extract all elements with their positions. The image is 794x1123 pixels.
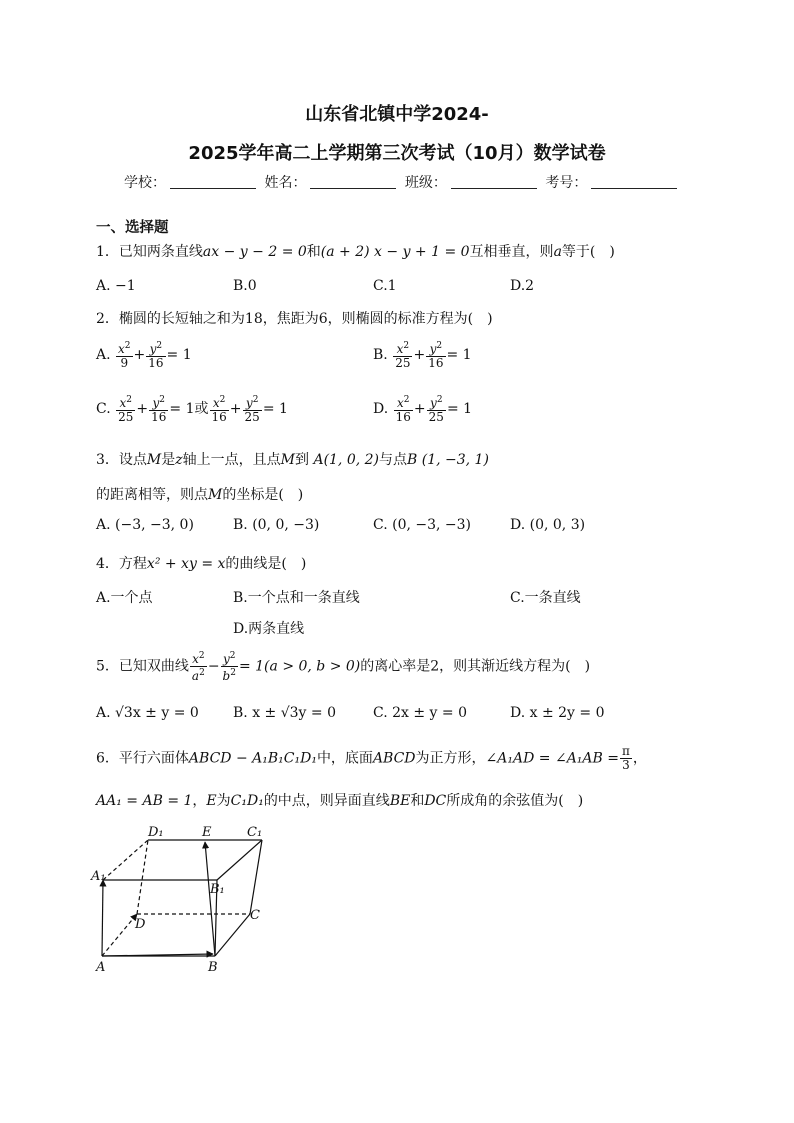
label-a1: A₁ <box>91 869 106 884</box>
q2-text: 椭圆的长短轴之和为18，焦距为6，则椭圆的标准方程为( ) <box>118 311 493 327</box>
q2-b-label: B. <box>373 347 388 363</box>
edge-ad <box>102 914 137 956</box>
question-6 <box>96 745 647 772</box>
q3-line2-text: 的距离相等，则点 <box>96 487 208 503</box>
q5-option-d[interactable]: D. x ± 2y = 0 <box>510 705 605 721</box>
fraction: $\frac{y^2}{16}$ <box>428 341 444 370</box>
fraction: $\frac{x^2}{16}$ <box>395 395 411 424</box>
question-6-line-2 <box>96 790 583 810</box>
q1-option-c[interactable]: C.1 <box>373 278 397 294</box>
q1-text-2: 互相垂直，则 <box>469 244 554 260</box>
question-4 <box>96 553 306 573</box>
q2-c-label: C. <box>96 401 111 417</box>
fraction: $\frac{x^2}{25}$ <box>395 341 411 370</box>
q2-option-b[interactable]: B. $\frac{x^2}{25}$ + $\frac{y^2}{16}$ = 1 <box>373 341 472 370</box>
q6-l2-text: ， <box>192 793 207 809</box>
q2-a-label: A. <box>96 347 111 363</box>
q2-c-eq1: = 1 <box>169 401 195 417</box>
q6-length: AA₁ = AB = 1 <box>96 793 193 809</box>
q3-option-b[interactable]: B. (0, 0, −3) <box>233 517 320 533</box>
fraction: $\frac{x^2}{25}$ <box>118 395 134 424</box>
q4-number: 4． <box>96 556 119 572</box>
question-5: 5．已知双曲线 $\frac{x^2}{a^2}$ − $\frac{y^2}{b^2}$ = 1(a > 0, b > 0)的离心率是2，则其渐近线方程为( ) <box>96 651 591 683</box>
q1-option-a[interactable]: A. −1 <box>96 278 136 294</box>
q2-option-d[interactable]: D. $\frac{x^2}{16}$ + $\frac{y^2}{25}$ = 1 <box>373 395 473 424</box>
q5-option-a[interactable]: A. √3x ± y = 0 <box>96 705 199 721</box>
q3-option-c[interactable]: C. (0, −3, −3) <box>373 517 472 533</box>
q4-option-b[interactable]: B.一个点和一条直线 <box>233 590 360 606</box>
title-line-2: 2025学年高二上学期第三次考试（10月）数学试卷 <box>188 143 606 164</box>
label-b1: B₁ <box>210 882 225 897</box>
fraction: $\frac{\pi}{3}$ <box>622 744 630 772</box>
q5-text-2: 的离心率是2，则其渐近线方程为( ) <box>360 658 591 675</box>
edge-dd1 <box>137 840 148 914</box>
segment-be <box>205 842 215 956</box>
section-heading: 一、选择题 <box>96 220 169 236</box>
q6-text-2: 中，底面 <box>316 750 373 767</box>
label-d: D <box>135 917 146 932</box>
fraction: $\frac{y^2}{25}$ <box>428 395 444 424</box>
q4-equation: x² + xy = x <box>146 556 226 572</box>
fraction: $\frac{x^2}{9}$ <box>118 341 131 370</box>
q4-option-d[interactable]: D.两条直线 <box>233 621 305 637</box>
fraction: $\frac{y^2}{16}$ <box>151 395 167 424</box>
label-a: A <box>96 960 106 975</box>
q5-number: 5． <box>96 658 119 675</box>
fraction: $\frac{y^2}{25}$ <box>244 395 260 424</box>
exam-number-blank[interactable] <box>591 174 677 189</box>
q1-line2-eq: (a + 2) x − y + 1 = 0 <box>320 244 470 260</box>
edge-b1c1 <box>217 840 262 880</box>
q1-and: 和 <box>306 244 321 260</box>
q1-number: 1． <box>96 244 119 260</box>
edge-a1d1 <box>103 840 148 880</box>
fraction: $\frac{x^2}{a^2}$ <box>191 651 205 683</box>
q3-z: z <box>175 452 183 468</box>
q3-line2-text-2: 的坐标是( ) <box>222 487 304 503</box>
q2-a-eq: = 1 <box>166 347 192 363</box>
q3-text: 设点 <box>118 452 147 468</box>
q5-text: 已知双曲线 <box>118 658 189 675</box>
q4-text: 方程 <box>118 556 147 572</box>
q6-text-3: 为正方形， <box>415 750 486 767</box>
q5-condition: = 1(a > 0, b > 0) <box>238 658 361 675</box>
q3-number: 3． <box>96 452 119 468</box>
q1-line1-eq: ax − y − 2 = 0 <box>202 244 307 260</box>
q3-point-m-2: M <box>280 452 295 468</box>
label-d1: D₁ <box>148 825 164 840</box>
q4-text-2: 的曲线是( ) <box>225 556 307 572</box>
q6-segment: C₁D₁ <box>230 793 264 809</box>
q1-text: 已知两条直线 <box>118 244 203 260</box>
label-c1: C₁ <box>247 825 263 840</box>
q2-c-or: 或 <box>194 401 209 417</box>
q6-base: ABCD <box>372 750 416 767</box>
q6-l2-text-4: 和 <box>410 793 425 809</box>
q6-l2-text-2: 为 <box>216 793 231 809</box>
q6-solid: ABCD − A₁B₁C₁D₁ <box>188 750 317 767</box>
q6-point-e: E <box>206 793 217 809</box>
student-info-row <box>124 172 681 192</box>
q6-text: 平行六面体 <box>118 750 189 767</box>
q2-d-eq: = 1 <box>446 401 473 417</box>
question-1 <box>96 241 615 261</box>
q5-option-b[interactable]: B. x ± √3y = 0 <box>233 705 336 721</box>
fraction: $\frac{y^2}{16}$ <box>148 341 164 370</box>
q2-option-c[interactable]: C. $\frac{x^2}{25}$ + $\frac{y^2}{16}$ = 1或 $\frac{x^2}{16}$ + $\frac{y^2}{25}$ = 1 <box>96 395 288 424</box>
q2-number: 2． <box>96 311 119 327</box>
q5-option-c[interactable]: C. 2x ± y = 0 <box>373 705 467 721</box>
q3-text-2: 是 <box>161 452 176 468</box>
q6-comma: ， <box>632 750 647 767</box>
q2-d-label: D. <box>373 401 389 417</box>
q3-option-d[interactable]: D. (0, 0, 3) <box>510 517 586 533</box>
q3-text-4: 到 <box>295 452 309 468</box>
q6-line-be: BE <box>389 793 411 809</box>
edge-aa1 <box>102 880 103 956</box>
q2-b-eq: = 1 <box>446 347 472 363</box>
q1-text-3: 等于( ) <box>561 244 615 260</box>
school-label: 学校： <box>124 175 166 191</box>
parallelepiped-figure <box>90 818 280 978</box>
question-3 <box>96 449 489 469</box>
title-line-1: 山东省北镇中学2024- <box>305 104 489 125</box>
q6-angle: ∠A₁AD = ∠A₁AB = <box>485 750 619 767</box>
q1-option-b[interactable]: B.0 <box>233 278 257 294</box>
label-e: E <box>202 825 212 840</box>
question-3-line-2 <box>96 484 303 504</box>
class-label: 班级： <box>404 175 447 191</box>
q3-text-5: 与点 <box>379 452 408 468</box>
name-label: 姓名： <box>264 175 307 191</box>
q3-option-a[interactable]: A. (−3, −3, 0) <box>96 517 194 533</box>
fraction: $\frac{x^2}{16}$ <box>211 395 227 424</box>
q6-l2-text-3: 的中点，则异面直线 <box>263 793 390 809</box>
q3-point-m: M <box>146 452 162 468</box>
q6-l2-text-5: 所成角的余弦值为( ) <box>446 793 584 809</box>
label-c: C <box>250 908 260 923</box>
q6-number: 6． <box>96 750 119 767</box>
edge-bc <box>215 914 250 956</box>
q3-point-b: B (1, −3, 1) <box>407 452 489 468</box>
q3-point-m-3: M <box>208 487 223 503</box>
edge-cc1 <box>250 840 262 914</box>
class-blank[interactable] <box>451 174 537 189</box>
q4-option-a[interactable]: A.一个点 <box>96 590 153 606</box>
name-blank[interactable] <box>310 174 396 189</box>
q3-point-a: A(1, 0, 2) <box>313 452 380 468</box>
q2-option-a[interactable]: A. $\frac{x^2}{9}$ + $\frac{y^2}{16}$ = 1 <box>96 341 192 370</box>
q4-option-c[interactable]: C.一条直线 <box>510 590 581 606</box>
question-2 <box>96 308 493 328</box>
label-b: B <box>208 960 218 975</box>
school-blank[interactable] <box>170 174 256 189</box>
q1-var: a <box>553 244 562 260</box>
q2-c-eq2: = 1 <box>262 401 288 417</box>
exam-number-label: 考号： <box>545 175 588 191</box>
q3-text-3: 轴上一点，且点 <box>182 452 281 468</box>
q1-option-d[interactable]: D.2 <box>510 278 535 294</box>
q6-line-dc: DC <box>424 793 447 809</box>
fraction: $\frac{y^2}{b^2}$ <box>222 651 236 683</box>
